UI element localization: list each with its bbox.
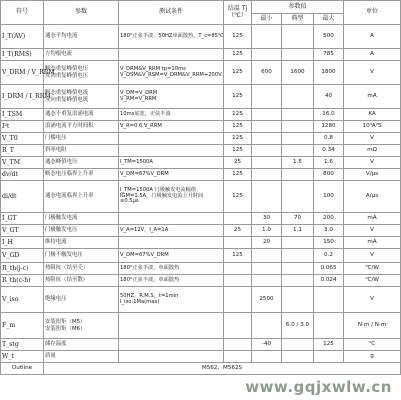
condition-cell xyxy=(119,339,224,351)
junction-temp-cell: 25 xyxy=(224,157,252,169)
symbol-cell: F_m xyxy=(1,313,44,339)
parameter-cell xyxy=(44,313,119,339)
max-value-cell xyxy=(314,313,344,339)
max-value-cell: 3.0 xyxy=(314,225,344,237)
condition-cell xyxy=(119,181,224,213)
parameter-cell xyxy=(44,287,119,313)
unit-cell: V xyxy=(344,249,401,263)
condition-cell xyxy=(119,263,224,275)
typ-value-cell: 70 xyxy=(282,213,314,225)
symbol-cell: R_th(c-h) xyxy=(1,275,44,287)
unit-cell: ℃/W xyxy=(344,275,401,287)
typ-value-cell xyxy=(282,287,314,313)
condition-line: V_RM=V_RRM xyxy=(120,95,157,102)
header-parameter: 参数 xyxy=(44,1,119,25)
junction-temp-cell: 125 xyxy=(224,181,252,213)
parameter-cell xyxy=(44,351,119,363)
min-value-cell xyxy=(252,109,282,121)
condition-cell xyxy=(119,249,224,263)
max-value-cell: 1800 xyxy=(314,61,344,85)
table-row xyxy=(1,249,401,263)
min-value-cell xyxy=(252,351,282,363)
parameter-line: 断态重复峰值电流 xyxy=(45,90,89,97)
condition-cell xyxy=(119,109,224,121)
table-row xyxy=(1,49,401,61)
parameter-cell xyxy=(44,249,119,263)
parameter-line: 门极触发电流 xyxy=(45,215,78,222)
symbol-cell: I_TSM xyxy=(1,109,44,121)
table-row xyxy=(1,85,401,109)
parameter-cell xyxy=(44,133,119,145)
max-value-cell: 125 xyxy=(314,339,344,351)
symbol-cell: I_H xyxy=(1,237,44,249)
junction-temp-cell xyxy=(224,237,252,249)
unit-cell: KA xyxy=(344,109,401,121)
min-value-cell xyxy=(252,121,282,133)
condition-line: V_DM=V_DRM xyxy=(120,89,158,96)
max-value-cell: 0.2 xyxy=(314,249,344,263)
max-value-cell: 40 xyxy=(314,85,344,109)
min-value-cell xyxy=(252,85,282,109)
junction-temp-cell xyxy=(224,287,252,313)
unit-cell: V xyxy=(344,225,401,237)
max-value-cell: 1.6 xyxy=(314,157,344,169)
junction-temp-cell: 125 xyxy=(224,121,252,133)
condition-line: I_TM=1500A 门极触发电流幅值 xyxy=(120,186,197,193)
condition-cell xyxy=(119,225,224,237)
typ-value-cell xyxy=(282,181,314,213)
condition-line: V_DRM&V_RRM tp=10ms xyxy=(120,65,186,72)
junction-temp-cell: 125 xyxy=(224,49,252,61)
parameter-cell xyxy=(44,121,119,133)
junction-temp-cell: 125 xyxy=(224,25,252,49)
symbol-cell: T_stg xyxy=(1,339,44,351)
min-value-cell xyxy=(252,157,282,169)
typ-value-cell xyxy=(282,109,314,121)
header-junction-temp: 结温 Tj（℃） xyxy=(224,1,252,25)
header-symbol: 符号 xyxy=(1,1,44,25)
typ-value-cell xyxy=(282,263,314,275)
typ-value-cell xyxy=(282,49,314,61)
watermark-text: www.gqjxwlw.cn xyxy=(245,378,392,396)
junction-temp-cell xyxy=(224,313,252,339)
header-max: 最大 xyxy=(314,14,344,25)
typ-value-cell: 1.5 xyxy=(282,157,314,169)
parameter-cell xyxy=(44,237,119,249)
junction-temp-cell xyxy=(224,339,252,351)
typ-value-cell xyxy=(282,25,314,49)
junction-temp-cell: 125 xyxy=(224,85,252,109)
parameter-line: 质量 xyxy=(45,353,56,360)
junction-temp-cell xyxy=(224,275,252,287)
typ-value-cell xyxy=(282,145,314,157)
parameter-line: 维持电流 xyxy=(45,239,67,246)
condition-line: 180°正弦半波，单面散热 xyxy=(120,276,180,283)
parameter-line: 门极触发电压 xyxy=(45,227,78,234)
table-row xyxy=(1,25,401,49)
max-value-cell: 500 xyxy=(314,25,344,49)
typ-value-cell xyxy=(282,169,314,181)
unit-cell: g xyxy=(344,351,401,363)
parameter-cell xyxy=(44,169,119,181)
table-row xyxy=(1,145,401,157)
parameter-cell xyxy=(44,145,119,157)
symbol-cell: I_GT xyxy=(1,213,44,225)
symbol-cell: I_T(RMS) xyxy=(1,49,44,61)
condition-cell xyxy=(119,85,224,109)
unit-cell: A xyxy=(344,49,401,61)
typ-value-cell: 6.0 / 3.0 xyxy=(282,313,314,339)
condition-cell xyxy=(119,121,224,133)
table-row xyxy=(1,121,401,133)
parameter-line: 热阻抗（结至壳） xyxy=(45,265,89,272)
symbol-cell: R_th(j-c) xyxy=(1,263,44,275)
table-row xyxy=(1,225,401,237)
condition-line: V_DM=67%V_DRM xyxy=(120,251,169,258)
condition-line: 180°正弦半波，50HZ单面散热，T_c=85℃ xyxy=(120,32,224,39)
parameter-cell xyxy=(44,275,119,287)
header-unit: 单位 xyxy=(344,1,401,25)
condition-cell xyxy=(119,313,224,339)
symbol-cell: dv/dt xyxy=(1,169,44,181)
parameter-cell xyxy=(44,213,119,225)
symbol-cell: V_T0 xyxy=(1,133,44,145)
typ-value-cell xyxy=(282,351,314,363)
parameter-line: 断态电压临界上升率 xyxy=(45,171,94,178)
symbol-cell: di/dt xyxy=(1,181,44,213)
parameter-line: 斜率电阻 xyxy=(45,147,67,154)
min-value-cell: 20 xyxy=(252,237,282,249)
parameter-cell xyxy=(44,25,119,49)
min-value-cell xyxy=(252,263,282,275)
condition-line: V_DSM&V_RSM=V_DRM&V_RRM+200V xyxy=(120,71,222,78)
max-value-cell: 0.024 xyxy=(314,275,344,287)
unit-cell: ℃ xyxy=(344,339,401,351)
table-row xyxy=(1,157,401,169)
condition-line: 50HZ，R.M.S，t=1min xyxy=(120,292,179,299)
typ-value-cell xyxy=(282,275,314,287)
typ-value-cell xyxy=(282,249,314,263)
outline-value: M562、M562S xyxy=(44,363,401,375)
condition-cell xyxy=(119,61,224,85)
parameter-cell xyxy=(44,61,119,85)
condition-line: V_DM=67%V_DRM xyxy=(120,170,169,177)
condition-cell xyxy=(119,169,224,181)
condition-cell xyxy=(119,145,224,157)
header-conditions: 测试条件 xyxy=(119,1,224,25)
parameter-cell xyxy=(44,49,119,61)
typ-value-cell xyxy=(282,85,314,109)
typ-value-cell: 1.1 xyxy=(282,225,314,237)
condition-line: I_TM=1500A xyxy=(120,158,153,165)
unit-cell: V xyxy=(344,157,401,169)
typ-value-cell xyxy=(282,133,314,145)
condition-cell xyxy=(119,275,224,287)
unit-cell: V xyxy=(344,287,401,313)
parameter-line: 安装扭矩（M6） xyxy=(45,325,86,332)
unit-cell: V/μs xyxy=(344,169,401,181)
table-row xyxy=(1,61,401,85)
unit-cell: 10³A²S xyxy=(344,121,401,133)
unit-cell: mA xyxy=(344,213,401,225)
condition-line: ≤0.5μs xyxy=(120,198,139,205)
junction-temp-cell xyxy=(224,351,252,363)
parameter-line: 断态重复峰值电压 xyxy=(45,66,89,73)
table-row xyxy=(1,351,401,363)
unit-cell: ℃/W xyxy=(344,263,401,275)
parameter-line: 储存温度 xyxy=(45,341,67,348)
junction-temp-cell: 125 xyxy=(224,249,252,263)
parameter-line: 浪涌电流平方时间积 xyxy=(45,123,94,130)
header-row xyxy=(1,1,401,14)
unit-cell: V xyxy=(344,133,401,145)
min-value-cell xyxy=(252,145,282,157)
parameter-line: 门极不触发电压 xyxy=(45,252,83,259)
parameter-line: 通态不重复浪涌电流 xyxy=(45,111,94,118)
table-row xyxy=(1,339,401,351)
junction-temp-cell: 125 xyxy=(224,169,252,181)
max-value-cell: 0.8 xyxy=(314,133,344,145)
symbol-cell: R_T xyxy=(1,145,44,157)
symbol-cell: I_T(AV) xyxy=(1,25,44,49)
parameter-line: 反向重复峰值电压 xyxy=(45,72,89,79)
table-row xyxy=(1,275,401,287)
unit-cell: N·m / N·m xyxy=(344,313,401,339)
min-value-cell xyxy=(252,49,282,61)
min-value-cell xyxy=(252,169,282,181)
condition-line: V_A=12V，I_A=1A xyxy=(120,226,169,233)
unit-cell: mA xyxy=(344,237,401,249)
table-row xyxy=(1,169,401,181)
parameter-line: 反向重复峰值电流 xyxy=(45,96,89,103)
unit-cell: A/μs xyxy=(344,181,401,213)
typ-value-cell: 1600 xyxy=(282,61,314,85)
symbol-cell: V_iso xyxy=(1,287,44,313)
condition-cell xyxy=(119,287,224,313)
parameter-line: 通态峰值电压 xyxy=(45,159,78,166)
max-value-cell: 0.065 xyxy=(314,263,344,275)
min-value-cell xyxy=(252,275,282,287)
condition-cell xyxy=(119,351,224,363)
max-value-cell: 100 xyxy=(314,181,344,213)
max-value-cell: 16.0 xyxy=(314,109,344,121)
condition-line: IGM=1.5A，门极触发电流上升时间 xyxy=(120,192,204,199)
max-value-cell: 785 xyxy=(314,49,344,61)
max-value-cell: 200 xyxy=(314,213,344,225)
outline-label: Outline xyxy=(1,363,44,375)
condition-line: 180°正弦半波，单面散热 xyxy=(120,264,180,271)
table-row xyxy=(1,213,401,225)
condition-cell xyxy=(119,237,224,249)
condition-cell xyxy=(119,25,224,49)
condition-line: V_R=0.6 V_RRM xyxy=(120,122,162,129)
header-typ: 典型 xyxy=(282,14,314,25)
condition-line: I_iso:1Ma(max) xyxy=(120,298,160,305)
junction-temp-cell: 25 xyxy=(224,225,252,237)
min-value-cell xyxy=(252,133,282,145)
symbol-cell: V_GT xyxy=(1,225,44,237)
symbol-cell: I²t xyxy=(1,121,44,133)
header-min: 最小 xyxy=(252,14,282,25)
min-value-cell: 1.0 xyxy=(252,225,282,237)
junction-temp-cell: 125 xyxy=(224,61,252,85)
symbol-cell: V_DRM / V_RRM xyxy=(1,61,44,85)
condition-cell xyxy=(119,49,224,61)
junction-temp-cell xyxy=(224,213,252,225)
junction-temp-cell: 125 xyxy=(224,145,252,157)
min-value-cell xyxy=(252,249,282,263)
min-value-cell: -40 xyxy=(252,339,282,351)
unit-cell: mΩ xyxy=(344,145,401,157)
typ-value-cell xyxy=(282,121,314,133)
table-row xyxy=(1,287,401,313)
parameter-cell xyxy=(44,85,119,109)
header-values: 参数值 xyxy=(252,1,344,14)
parameter-cell xyxy=(44,157,119,169)
parameter-line: 通态平均电流 xyxy=(45,33,78,40)
max-value-cell: 150 xyxy=(314,237,344,249)
min-value-cell xyxy=(252,25,282,49)
parameter-cell xyxy=(44,225,119,237)
parameter-line: 方均根电流 xyxy=(45,51,72,58)
max-value-cell xyxy=(314,287,344,313)
outline-row xyxy=(1,363,401,375)
max-value-cell xyxy=(314,351,344,363)
symbol-cell: V_GD xyxy=(1,249,44,263)
table-row xyxy=(1,133,401,145)
min-value-cell xyxy=(252,313,282,339)
junction-temp-cell: 125 xyxy=(224,133,252,145)
parameter-cell xyxy=(44,339,119,351)
typ-value-cell xyxy=(282,339,314,351)
symbol-cell: I_DRM / I_RRM xyxy=(1,85,44,109)
min-value-cell: 30 xyxy=(252,213,282,225)
junction-temp-cell: 125 xyxy=(224,109,252,121)
table-row xyxy=(1,181,401,213)
symbol-cell: W_t xyxy=(1,351,44,363)
parameter-line: 绝缘电压 xyxy=(45,296,67,303)
condition-cell xyxy=(119,133,224,145)
junction-temp-cell xyxy=(224,263,252,275)
parameter-line: 通态电流临界上升率 xyxy=(45,193,94,200)
min-value-cell: 600 xyxy=(252,61,282,85)
unit-cell: mA xyxy=(344,85,401,109)
min-value-cell xyxy=(252,181,282,213)
condition-line: 10ms底宽，正弦半波 xyxy=(120,110,171,117)
max-value-cell: 0.34 xyxy=(314,145,344,157)
min-value-cell: 2500 xyxy=(252,287,282,313)
table-row xyxy=(1,263,401,275)
table-row xyxy=(1,109,401,121)
table-row xyxy=(1,237,401,249)
condition-cell xyxy=(119,157,224,169)
max-value-cell: 800 xyxy=(314,169,344,181)
parameter-cell xyxy=(44,181,119,213)
symbol-cell: V_TM xyxy=(1,157,44,169)
unit-cell: V xyxy=(344,61,401,85)
parameter-line: 门槛电压 xyxy=(45,135,67,142)
parameter-cell xyxy=(44,263,119,275)
max-value-cell: 1280 xyxy=(314,121,344,133)
parameter-line: 热阻抗（结至散） xyxy=(45,277,89,284)
parameter-cell xyxy=(44,109,119,121)
table-row xyxy=(1,313,401,339)
typ-value-cell xyxy=(282,237,314,249)
unit-cell: A xyxy=(344,25,401,49)
condition-cell xyxy=(119,213,224,225)
parameter-line: 安装扭矩（M5） xyxy=(45,319,86,326)
